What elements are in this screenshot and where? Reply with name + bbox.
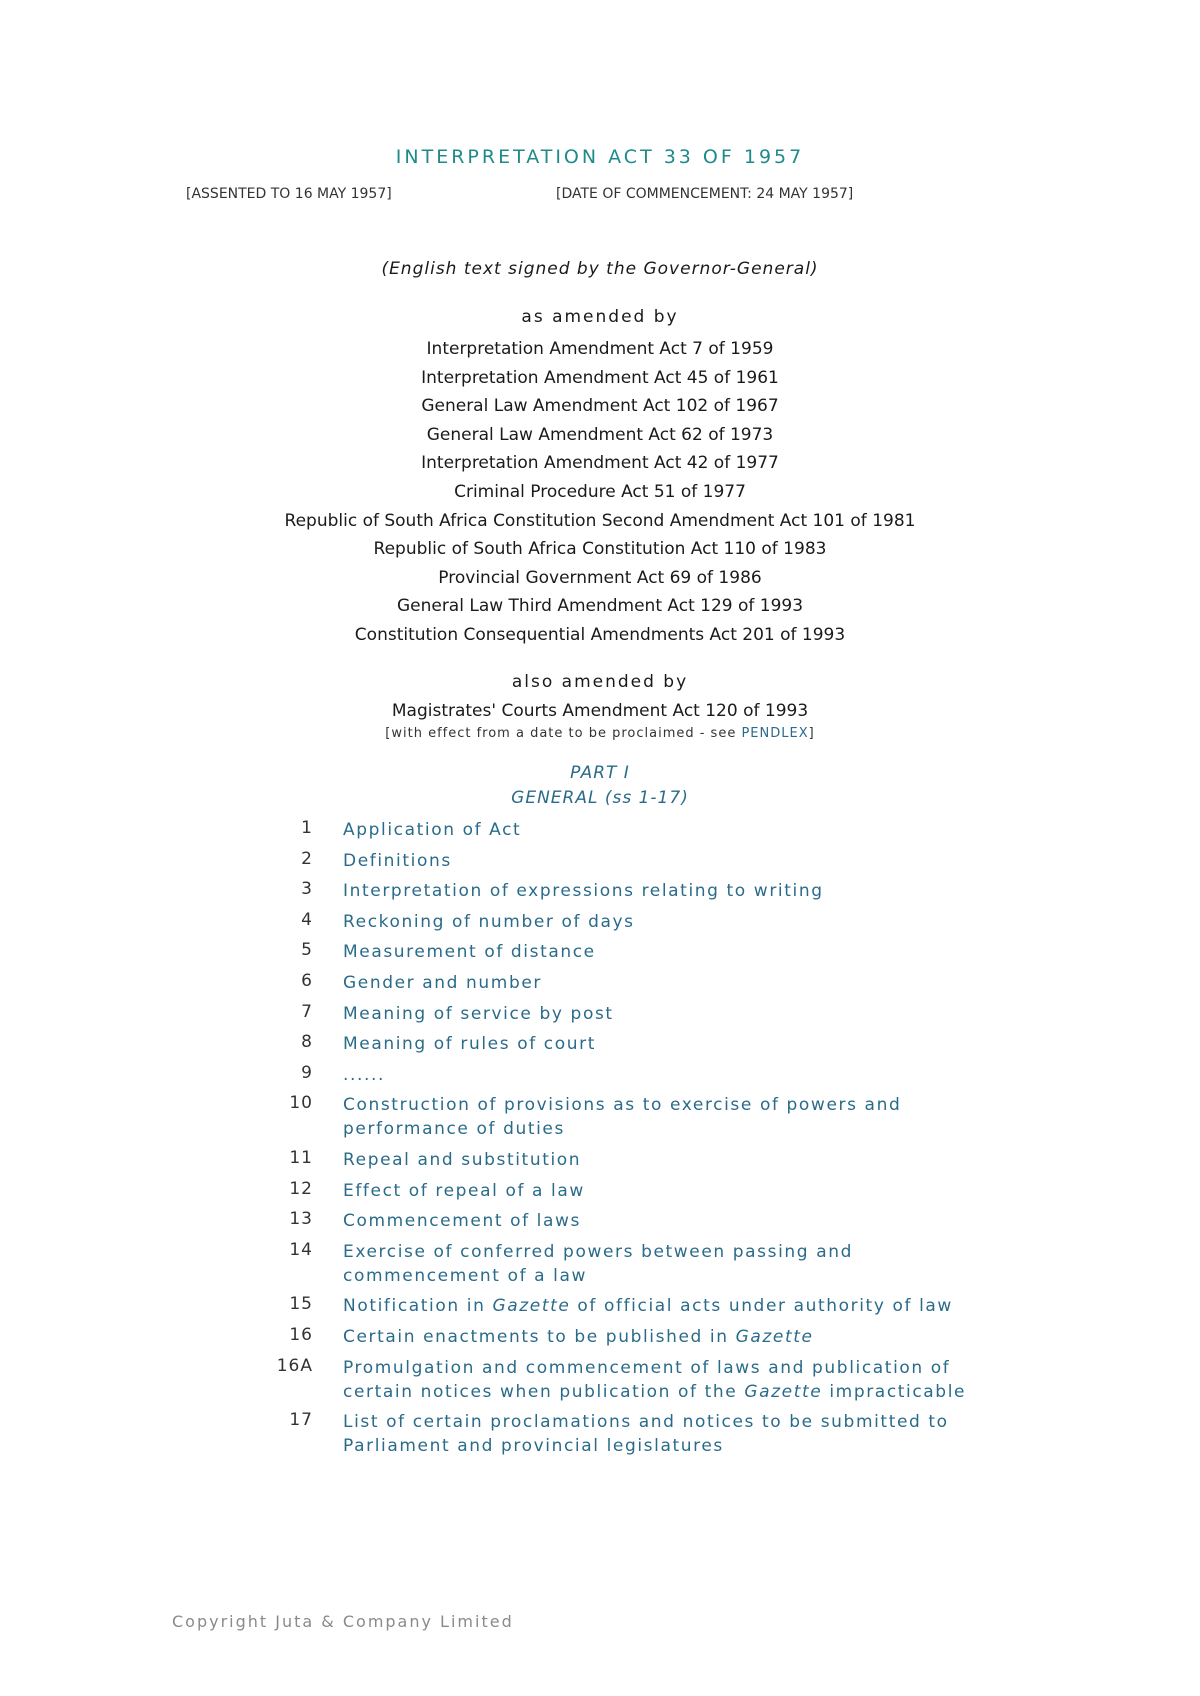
toc-section-number: 8 [301,1032,313,1053]
toc-line: Construction of provisions as to exercise of powers and [343,1095,902,1116]
toc-section-link[interactable] [343,1063,1043,1087]
toc-section-number: 15 [289,1294,313,1315]
amendment-item: Republic of South Africa Constitution Second Amendment Act 101 of 1981 [284,510,916,531]
toc-section-number: 4 [301,909,313,930]
toc-section-link[interactable] [343,1093,1043,1141]
toc-section-number: 10 [289,1093,313,1114]
assent-date: [ASSENTED TO 16 MAY 1957] [186,186,392,202]
toc-section-link[interactable] [343,849,1043,873]
commencement-date: [DATE OF COMMENCEMENT: 24 MAY 1957] [556,186,854,202]
toc-line: Meaning of rules of court [343,1034,596,1055]
toc-line: Definitions [343,850,452,871]
also-amended-item: Magistrates' Courts Amendment Act 120 of 1993 [391,701,809,721]
toc-line: Gender and number [343,973,542,993]
toc-section-link[interactable] [343,1294,1043,1318]
toc-section-number: 3 [301,879,313,900]
toc-section-link[interactable] [343,940,1043,964]
toc-line: Application of Act [343,820,522,840]
toc-line: List of certain proclamations and notices to be submitted to [343,1412,949,1433]
toc-section-link[interactable] [343,1002,1043,1026]
toc-section-number: 13 [289,1209,313,1230]
toc-section-number: 6 [301,971,313,991]
toc-section-link[interactable] [343,1240,1043,1288]
toc-line: Repeal and substitution [343,1150,582,1170]
amendment-item: Constitution Consequential Amendments Act 201 of 1993 [354,624,846,645]
toc-section-number: 11 [289,1148,313,1168]
pendlex-link[interactable]: PENDLEX [741,726,809,741]
toc-section-number: 14 [289,1239,313,1260]
copyright-footer: Copyright Juta & Company Limited [172,1612,514,1631]
toc-line: performance of duties [343,1119,565,1140]
amendment-list [0,335,1200,650]
toc-section-number: 7 [301,1001,313,1022]
toc-section-link[interactable] [343,1410,1043,1458]
toc-section-link[interactable] [343,818,1043,842]
toc-section-link[interactable] [343,1356,1043,1404]
toc-line: Parliament and provincial legislatures [343,1436,724,1457]
toc-section-link[interactable] [343,1179,1043,1203]
amendment-item: General Law Amendment Act 102 of 1967 [421,396,779,417]
toc-line: ...... [343,1064,386,1085]
amendment-item: Interpretation Amendment Act 45 of 1961 [421,367,779,388]
amendment-item: Provincial Government Act 69 of 1986 [438,567,762,588]
part-heading: PART I [570,763,630,783]
also-amended-heading: also amended by [511,672,689,692]
toc-line: certain notices when publication of the Gazette impracticable [343,1381,967,1402]
toc-section-link[interactable] [343,910,1043,934]
toc-line: Interpretation of expressions relating to writing [343,881,824,902]
toc-line: Measurement of distance [343,942,596,963]
toc-line: Commencement of laws [343,1211,581,1232]
toc-section-number: 12 [289,1178,313,1199]
toc-section-link[interactable] [343,1209,1043,1233]
toc-section-number: 9 [301,1062,313,1083]
toc-line: Exercise of conferred powers between passing and [343,1241,853,1262]
effect-suffix: ] [808,726,815,741]
toc-line: Meaning of service by post [343,1003,614,1024]
amendment-item: Interpretation Amendment Act 42 of 1977 [421,453,779,474]
act-title: INTERPRETATION ACT 33 OF 1957 [395,146,805,168]
toc-section-link[interactable] [343,1325,1043,1349]
toc-section-number: 17 [289,1410,313,1431]
toc-section-number: 2 [301,848,313,869]
toc-section-link[interactable] [343,971,1043,995]
amendment-item: Criminal Procedure Act 51 of 1977 [454,481,746,502]
toc-section-link[interactable] [343,879,1043,903]
amendment-item: Interpretation Amendment Act 7 of 1959 [426,339,774,359]
toc-line: Certain enactments to be published in Gazette [343,1327,814,1347]
signed-note: (English text signed by the Governor-General) [381,259,819,279]
toc-line: Effect of repeal of a law [343,1180,585,1201]
toc-section-link[interactable] [343,1148,1043,1172]
toc-section-number: 16A [276,1355,313,1376]
toc-section-number: 1 [301,818,313,838]
toc-line: Reckoning of number of days [343,911,635,932]
toc-line: Promulgation and commencement of laws and publication of [343,1357,951,1378]
toc-section-number: 16 [289,1325,313,1345]
toc-section-link[interactable] [343,1032,1043,1056]
part-title: GENERAL (ss 1-17) [511,788,689,808]
amendment-item: General Law Third Amendment Act 129 of 1993 [396,596,804,617]
effect-note [0,726,1200,741]
amended-heading: as amended by [521,307,679,327]
effect-prefix: [with effect from a date to be proclaimed - see [385,726,742,741]
amendment-item: General Law Amendment Act 62 of 1973 [426,424,774,445]
toc-line: Notification in Gazette of official acts under authority of law [343,1296,953,1317]
toc-line: commencement of a law [343,1265,588,1286]
toc-section-number: 5 [301,940,313,961]
amendment-item: Republic of South Africa Constitution Act 110 of 1983 [373,539,827,560]
